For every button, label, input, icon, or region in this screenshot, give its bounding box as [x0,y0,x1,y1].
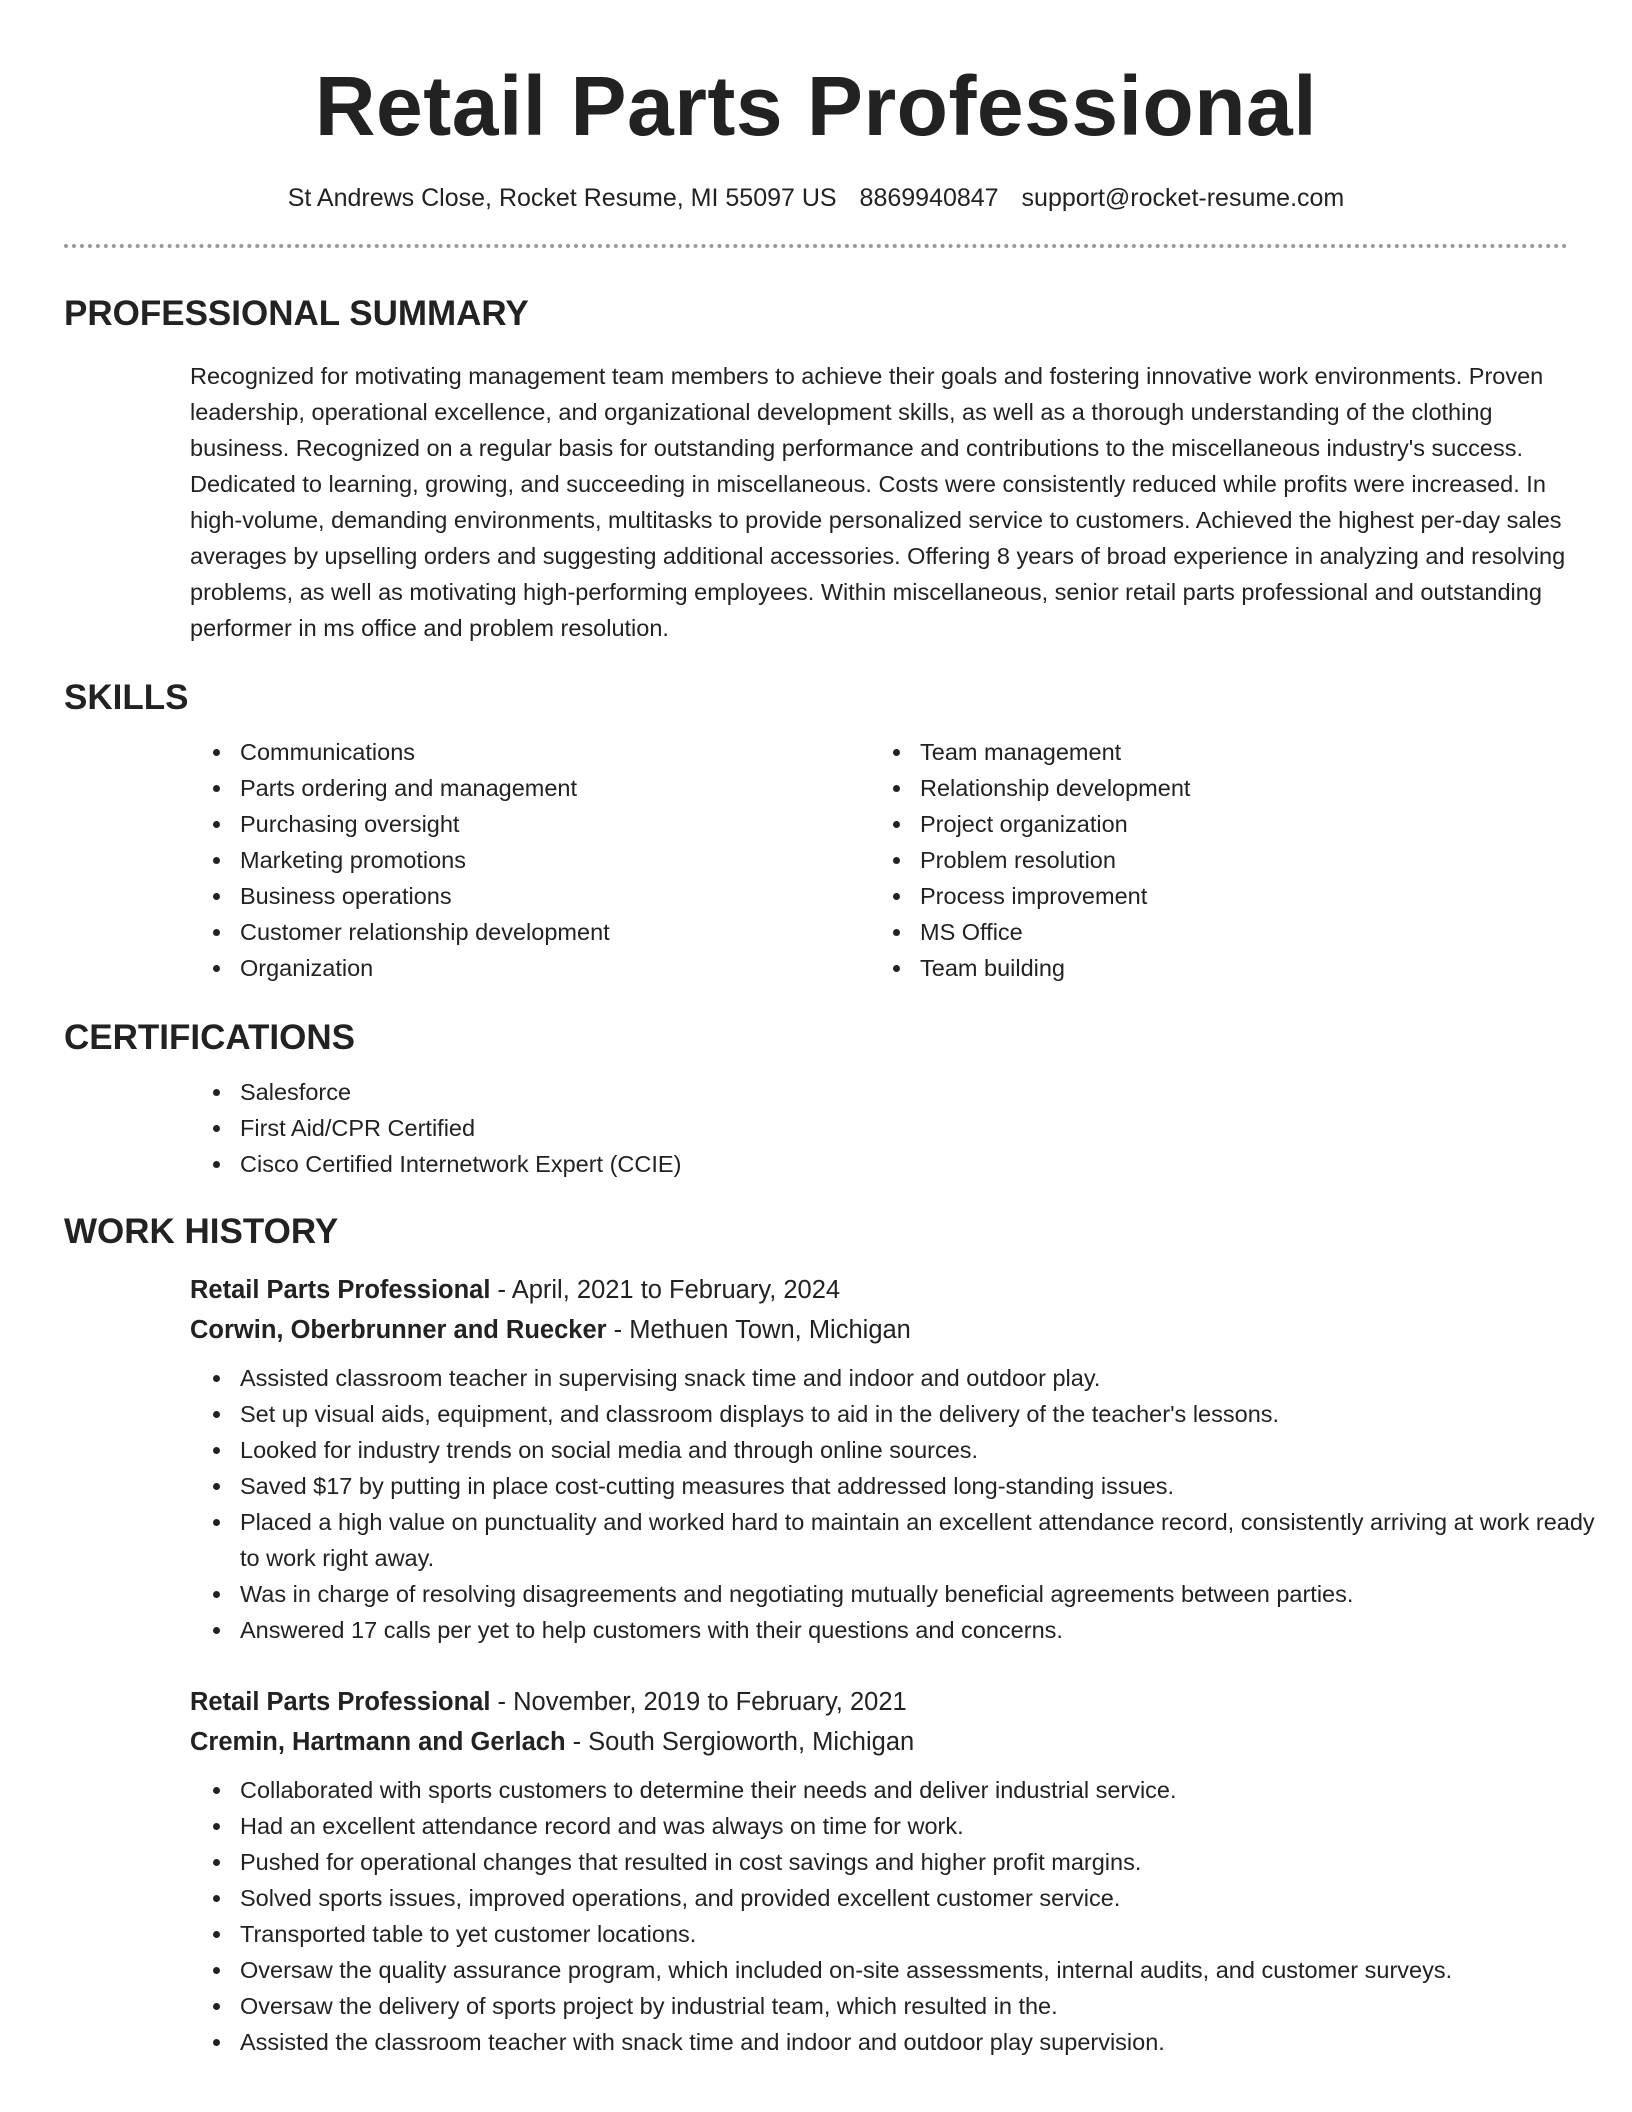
certification-item: • Cisco Certified Internetwork Expert (CCIE) [234,1146,1568,1182]
job-role: Retail Parts Professional [190,1688,491,1716]
skill-item: • Customer relationship development [234,914,744,950]
job-bullet: • Oversaw the delivery of sports project by industrial team, which resulted in the. [234,1988,1604,2024]
job-company: Cremin, Hartmann and Gerlach [190,1728,566,1756]
contact-address: St Andrews Close, Rocket Resume, MI 55097 US [287,184,837,212]
skills-list-right [744,734,1424,986]
summary-heading: PROFESSIONAL SUMMARY [64,294,529,333]
contact-email[interactable]: support@rocket-resume.com [1021,184,1345,212]
job-company-line [190,1722,1568,1762]
certifications-list [64,1074,1568,1182]
job-bullet: • Had an excellent attendance record and was always on time for work. [234,1808,1604,1844]
skills-list-left [64,734,744,986]
job-bullet: • Assisted classroom teacher in supervising snack time and indoor and outdoor play. [234,1360,1604,1396]
certification-item: • Salesforce [234,1074,1568,1110]
skill-item: • Parts ordering and management [234,770,744,806]
skill-item: • Communications [234,734,744,770]
skill-item: • Marketing promotions [234,842,744,878]
skills-columns [64,734,1568,986]
job-entry [190,1682,1568,2060]
contact-line [64,182,1568,214]
job-bullet: • Saved $17 by putting in place cost-cutting measures that addressed long-standing issues. [234,1468,1604,1504]
skill-item: • Business operations [234,878,744,914]
job-bullet: • Pushed for operational changes that resulted in cost savings and higher profit margins. [234,1844,1604,1880]
job-bullet: • Answered 17 calls per yet to help customers with their questions and concerns. [234,1612,1604,1648]
job-title-line [190,1270,1568,1310]
skills-heading: SKILLS [64,678,189,717]
job-bullet: • Solved sports issues, improved operations, and provided excellent customer service. [234,1880,1604,1916]
job-entry [190,1270,1595,1648]
skill-item: • Team building [914,950,1424,986]
job-dates: - April, 2021 to February, 2024 [490,1276,841,1304]
job-bullet: • Looked for industry trends on social media and through online sources. [234,1432,1604,1468]
candidate-name: Retail Parts Professional [314,59,1318,153]
header-divider [64,244,1568,248]
job-bullet: • Transported table to yet customer locations. [234,1916,1604,1952]
skill-item: • Team management [914,734,1424,770]
job-role: Retail Parts Professional [190,1276,491,1304]
job-bullet: • Assisted the classroom teacher with snack time and indoor and outdoor play supervision. [234,2024,1604,2060]
job-bullet: • Was in charge of resolving disagreements and negotiating mutually beneficial agreements between parties. [234,1576,1604,1612]
job-bullets [64,1360,1604,1648]
job-bullet: • Set up visual aids, equipment, and classroom displays to aid in the delivery of the teacher's lessons. [234,1396,1604,1432]
skill-item: • Project organization [914,806,1424,842]
contact-phone: 8869940847 [859,184,999,212]
certification-item: • First Aid/CPR Certified [234,1110,1568,1146]
job-dates: - November, 2019 to February, 2021 [490,1688,907,1716]
skill-item: • Purchasing oversight [234,806,744,842]
job-bullet: • Oversaw the quality assurance program, which included on-site assessments, internal audits, and customer surveys. [234,1952,1604,1988]
skill-item: • Relationship development [914,770,1424,806]
job-company: Corwin, Oberbrunner and Ruecker [190,1316,607,1344]
summary-text: Recognized for motivating management team members to achieve their goals and fostering innovative work environments. Proven leadership, operational excellence, and organizational development skills, as well as a thorough understanding of the clothing business. Recognized on a regular basis for outstanding performance and contributions to the miscellaneous industry's success. Dedicated to learning, growing, and succeeding in miscellaneous. Costs were consistently reduced while profits were increased. In high-volume, demanding environments, multitasks to provide personalized service to customers. Achieved the highest per-day sales averages by upselling orders and suggesting additional accessories. Offering 8 years of broad experience in analyzing and resolving problems, as well as motivating high-performing employees. Within miscellaneous, senior retail parts professional and outstanding performer in ms office and problem resolution. [190,363,1566,641]
job-company-line [190,1310,1568,1350]
skill-item: • Process improvement [914,878,1424,914]
job-location: - Methuen Town, Michigan [606,1316,911,1344]
job-location: - South Sergioworth, Michigan [565,1728,915,1756]
job-title-line [190,1682,1568,1722]
job-bullet: • Collaborated with sports customers to determine their needs and deliver industrial service. [234,1772,1604,1808]
job-bullets [64,1772,1604,2060]
skill-item: • Organization [234,950,744,986]
certifications-heading: CERTIFICATIONS [64,1018,356,1057]
job-bullet: • Placed a high value on punctuality and worked hard to maintain an excellent attendance record, consistently arriving at work ready to work right away. [234,1504,1604,1576]
resume-page [64,0,1595,2060]
work-history-heading: WORK HISTORY [64,1212,339,1251]
skill-item: • MS Office [914,914,1424,950]
skill-item: • Problem resolution [914,842,1424,878]
